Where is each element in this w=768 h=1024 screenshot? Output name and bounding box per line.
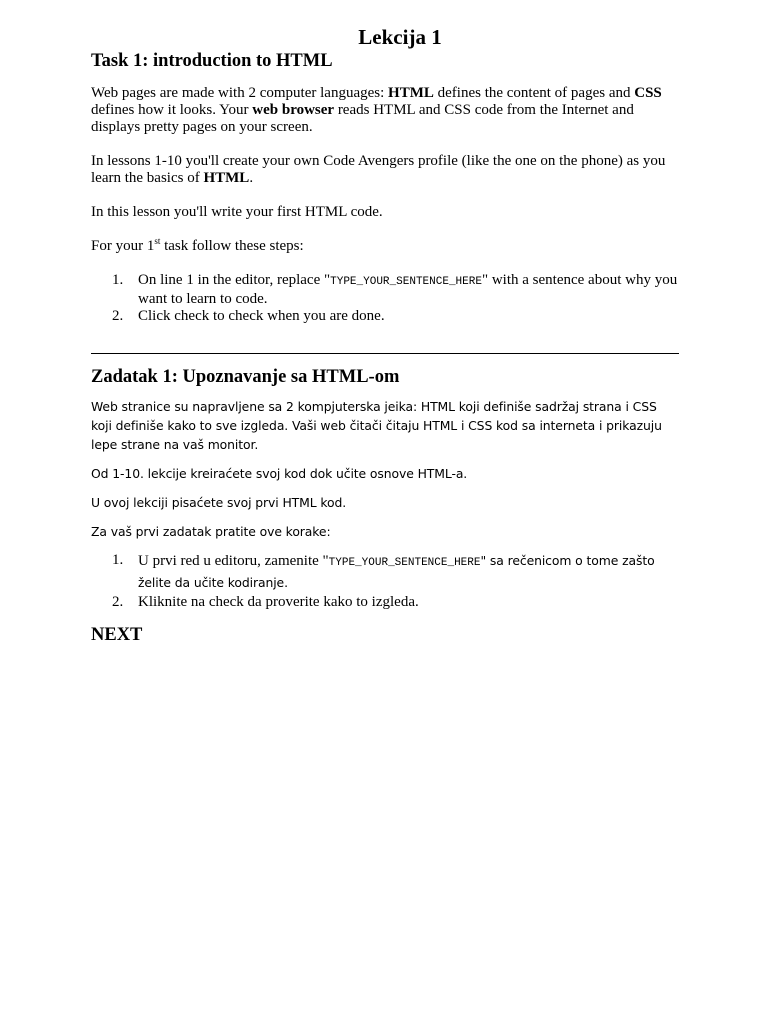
text-run: Web pages are made with 2 computer languages:: [91, 85, 389, 101]
list-item: [91, 551, 679, 593]
list-item: [91, 272, 679, 308]
first-code-paragraph-serbian: U ovoj lekciji pisaćete svoj prvi HTML kod.: [91, 495, 347, 510]
list-item: [91, 593, 679, 612]
document-page: [91, 24, 679, 646]
bold-term-css: CSS: [634, 85, 662, 101]
lessons-paragraph: [91, 153, 679, 187]
text-run: " with a sentence about why you want to learn to code.: [138, 272, 678, 307]
section-divider: [91, 353, 679, 354]
text-run: defines how it looks. Your: [91, 102, 253, 118]
list-item: [91, 308, 679, 325]
task-heading-english: Task 1: introduction to HTML: [91, 51, 333, 71]
text-run: In lessons 1-10 you'll create your own Code Avengers profile (like the one on the phone) as you learn the basics of: [91, 153, 666, 186]
page-title: Lekcija 1: [358, 25, 442, 49]
intro-paragraph-serbian: Web stranice su napravljene sa 2 kompjuterska jeika: HTML koji definiše sadržaj strana i CSS koji definiše kako to sve izgleda. Vaši web čitači čitaju HTML i CSS kod sa interneta i prikazuju lepe strane na vaš monitor.: [91, 399, 662, 452]
task-heading-serbian: Zadatak 1: Upoznavanje sa HTML-om: [91, 367, 400, 387]
list-number: 1.: [112, 552, 124, 568]
first-code-paragraph: In this lesson you'll write your first HTML code.: [91, 204, 383, 220]
text-run: task follow these steps:: [160, 238, 304, 254]
steps-intro-paragraph: [91, 238, 679, 255]
steps-list-serbian: [91, 551, 679, 612]
steps-intro-paragraph-serbian: Za vaš prvi zadatak pratite ove korake:: [91, 524, 331, 539]
english-section: [91, 50, 679, 325]
bold-term-html: HTML: [388, 85, 434, 101]
serbian-section: [91, 366, 679, 612]
text-run: reads HTML and CSS code from the Internet and displays pretty pages on your screen.: [91, 102, 634, 135]
text-run: Kliknite na check da proverite kako to izgleda.: [138, 594, 419, 610]
code-snippet: TYPE_YOUR_SENTENCE_HERE: [328, 557, 481, 569]
text-run: Click check to check when you are done.: [138, 308, 385, 324]
bold-term-html: HTML: [203, 170, 250, 186]
list-number: 2.: [112, 308, 124, 324]
text-run: .: [249, 170, 254, 186]
text-run: On line 1 in the editor, replace ": [138, 272, 331, 288]
text-run: " sa rečenicom o tome zašto želite da učite kodiranje.: [138, 553, 655, 590]
next-label: NEXT: [91, 625, 143, 645]
text-run: defines the content of pages and: [433, 85, 635, 101]
bold-term-web-browser: web browser: [252, 102, 335, 118]
text-run: For your 1: [91, 238, 155, 254]
ordinal-suffix: st: [154, 236, 161, 246]
code-snippet: TYPE_YOUR_SENTENCE_HERE: [330, 276, 482, 288]
intro-paragraph: [91, 85, 679, 136]
lessons-paragraph-serbian: Od 1-10. lekcije kreiraćete svoj kod dok učite osnove HTML-a.: [91, 466, 468, 481]
text-run: U prvi red u editoru, zamenite ": [138, 553, 329, 569]
list-number: 2.: [112, 594, 124, 610]
steps-list-english: [91, 272, 679, 325]
list-number: 1.: [112, 272, 124, 288]
